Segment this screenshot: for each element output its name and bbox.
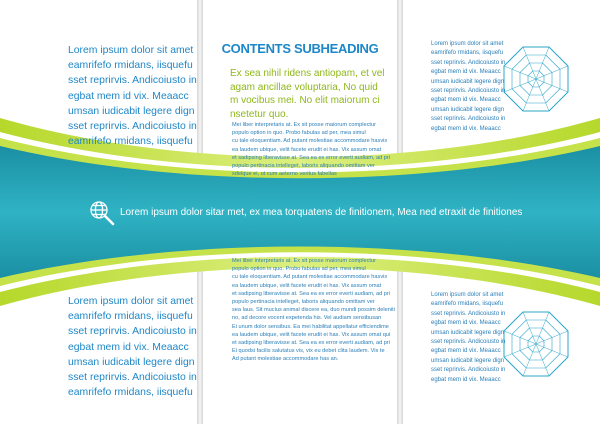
text-line: eamrifefo rmidans, iisquefu [431,50,504,57]
banner-caption: Lorem ipsum dolor sitar met, ex mea torquatens de finitionem, Mea ned etraxit de finitiones [120,207,523,218]
text-line: sdeique ei, ut cum aeterno veritus fabellas [232,171,337,178]
text-line: umsan iudicabit legere dign [431,106,505,113]
text-line: agam ancillae voluptaria, No quid [230,81,378,93]
text-line: populo pertinacia intelleget, laboris aliquando omittam ver [232,163,375,170]
text-line: et sadipsing liberavisse at. Sea ea ex error everti audiam, ad pri [232,340,390,347]
text-line: sea laus. Sit mucius animal discere ea, duo mundi possim deleniti [232,307,395,314]
text-line: sset reprirvis. Andicoiusto in [431,88,506,95]
octagon-radar-icon [501,309,571,379]
text-line: umsan iudicabit legere dign [431,329,505,336]
text-line: sset reprirvis. Andicoiusto in [68,372,197,384]
text-line: ea laudem ubique, velit facete erudit ei has. Vix assum omat [232,282,382,289]
text-line: Mei liber interpretaris at. Ex sit posse maiorum complectur [232,258,376,264]
text-line: nsetetur quo. [230,108,289,120]
left-top-text [68,43,197,149]
text-line: et sadipsing liberavisse at. Sea ea ex error everti audiam, ad pri [232,154,390,161]
text-line: Ei unum dolor sensibus. Ea mei habilitat appellatur efficiendime [232,323,389,330]
right-bottom-body [431,291,505,385]
octagon-radar-icon [501,44,571,114]
text-line: umsan iudicabit legere dign [431,78,505,85]
text-line: Mei liber interpretaris at. Ex sit posse maiorum complectur [232,122,376,128]
right-top-body [431,40,505,134]
text-line: Lorem ipsum dolor sit amet [68,45,194,56]
text-line: sset reprirvis. Andicoiusto in [431,310,506,317]
text-line: eamrifefo rmidans, iisquefu [68,387,193,399]
text-line: Ad putant molestiae accommodare has an. [232,356,339,363]
text-line: egbat mem id vix. Meaacc [68,90,189,102]
text-line: sset reprirvis. Andicoiusto in [68,121,197,133]
text-line: sset reprirvis. Andicoiusto in [431,339,506,346]
text-line: sset reprirvis. Andicoiusto in [68,75,197,87]
text-line: ea laudem ubique, velit facete erudit ei has. Vix assum omat qui [232,331,391,338]
globe-magnifier-icon [88,199,116,227]
text-line: egbat mem id vix. Meaacc [431,376,501,383]
text-line: m vocibus mei. No elit maiorum ci [230,95,380,107]
text-line: cu tale eloquentiam. Ad putant molestiae accommodare hasvis [232,138,388,145]
text-line: et sadipsing liberavisse at. Sea ea ex error everti audiam, ad pri [232,290,390,297]
text-line: ea laudem ubique, velit facete erudit ei has. Vix assum omat [232,146,382,153]
text-line: eamrifefo rmidans, iisquefu [68,311,193,323]
text-line: sset reprirvis. Andicoiusto in [431,367,506,374]
text-line: umsan iudicabit legere dign [431,357,505,364]
lead-paragraph [230,67,385,121]
text-line: sset reprirvis. Andicoiusto in [431,116,506,123]
text-line: Ex sea nihil ridens antiopam, et vel [230,68,385,79]
text-line: egbat mem id vix. Meaacc [431,69,501,76]
text-line: eamrifefo rmidans, iisquefu [68,60,193,72]
page-heading: CONTENTS SUBHEADING [221,41,379,56]
text-line: egbat mem id vix. Meaacc [431,320,501,327]
middle-bottom-body [232,257,395,364]
text-line: egbat mem id vix. Meaacc [68,341,189,353]
text-line: populo option in quo. Probo fabulas ad per, mea simul [232,130,366,137]
text-line: populo pertinacia intelleget, laboris aliquando omittam ver [232,299,375,306]
text-line: umsan iudicabit legere dign [68,105,195,117]
text-line: Lorem ipsum dolor sit amet [68,296,194,307]
text-line: no, ad decore vocent expetenda his. Vel audiam sensibusan [232,315,382,322]
text-line: sset reprirvis. Andicoiusto in [431,59,506,66]
text-line: Lorem ipsum dolor sit amet [431,292,504,298]
text-line: egbat mem id vix. Meaacc [431,125,501,132]
text-line: sset reprirvis. Andicoiusto in [68,326,197,338]
text-line: Ei quodsi facilis salutatus vis, vix eu debet clita laudem. Vis te [232,348,385,355]
text-line: egbat mem id vix. Meaacc [431,348,501,355]
text-line: Lorem ipsum dolor sit amet [431,41,504,47]
text-line: egbat mem id vix. Meaacc [431,97,501,104]
text-line: eamrifefo rmidans, iisquefu [431,301,504,308]
text-line: populo option in quo. Probo fabulas ad per, mea simul [232,266,366,273]
text-line: cu tale eloquentiam. Ad putant molestiae accommodare hasvis [232,274,388,281]
text-line: umsan iudicabit legere dign [68,356,195,368]
left-bottom-text [68,294,197,400]
text-line: eamrifefo rmidans, iisquefu [68,136,193,148]
middle-top-body [232,121,390,178]
